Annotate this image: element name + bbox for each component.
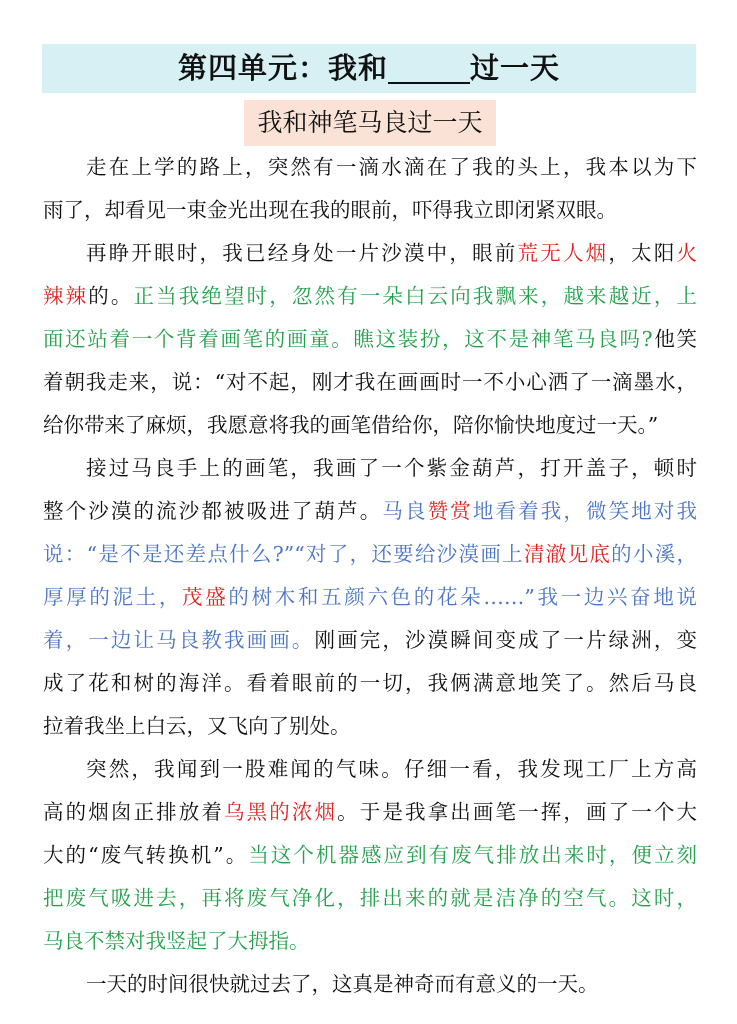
highlighted-text: 厚厚的泥土， xyxy=(43,585,183,609)
highlighted-text: 辣辣 xyxy=(43,284,89,308)
highlighted-text: 赞赏 xyxy=(427,499,473,523)
highlighted-text: 着，一边让马良教我画画。 xyxy=(43,628,315,652)
highlighted-text: 把废气吸进去，再将废气净化，排出来的就是洁净的空气。这时， xyxy=(43,886,697,910)
text-segment: 刚画完，沙漠瞬间变成了一片绿洲，变 xyxy=(314,628,697,652)
text-segment: 的。 xyxy=(88,284,134,308)
essay-line xyxy=(43,834,697,877)
essay-line xyxy=(43,275,697,318)
text-segment: 他笑 xyxy=(652,327,698,351)
essay-line xyxy=(43,361,697,404)
essay-line xyxy=(43,318,697,361)
essay-line xyxy=(43,920,697,963)
highlighted-text: 马良不禁对我竖起了大拇指。 xyxy=(43,929,310,953)
essay-line xyxy=(43,490,697,533)
highlighted-text: 乌黑的浓烟 xyxy=(224,800,338,824)
essay-line xyxy=(43,877,697,920)
highlighted-text: 正当我绝望时，忽然有一朵白云向我飘来，越来越近，上 xyxy=(133,284,697,308)
text-segment: 拉着我坐上白云，又飞向了别处。 xyxy=(43,714,351,738)
essay-line xyxy=(43,232,697,275)
highlighted-text: 火 xyxy=(676,241,698,265)
highlighted-text: 当这个机器感应到有废气排放出来时，便立刻 xyxy=(248,843,698,867)
essay-line xyxy=(43,146,697,189)
text-segment: 走在上学的路上，突然有一滴水滴在了我的头上，我本以为下 xyxy=(86,155,697,179)
highlighted-text: 说：“是不是还差点什么?”“对了，还要给沙漠画上 xyxy=(43,542,524,566)
essay-line xyxy=(43,705,697,748)
text-segment: 给你带来了麻烦，我愿意将我的画笔借给你，陪你愉快地度过一天。” xyxy=(43,413,659,437)
essay-line xyxy=(43,447,697,490)
text-segment: 着朝我走来，说：“对不起，刚才我在画画时一不小心洒了一滴墨水， xyxy=(43,370,697,394)
unit-title-suffix: 过一天 xyxy=(470,51,561,85)
essay-line xyxy=(43,619,697,662)
unit-title-banner xyxy=(42,44,696,93)
text-segment: ，太阳 xyxy=(608,241,677,265)
essay-title: 我和神笔马良过一天 xyxy=(244,100,496,146)
highlighted-text: 荒无人烟 xyxy=(517,241,609,265)
highlighted-text: 面还站着一个背着画笔的画童。瞧这装扮，这不是神笔马良吗? xyxy=(43,327,653,351)
text-segment: 成了花和树的海洋。看着眼前的一切，我俩满意地笑了。然后马良 xyxy=(43,671,697,695)
text-segment: 突然，我闻到一股难闻的气味。仔细一看，我发现工厂上方高 xyxy=(86,757,697,781)
text-segment: 再睁开眼时，我已经身处一片沙漠中，眼前 xyxy=(86,241,518,265)
essay-line xyxy=(43,189,697,232)
text-segment: 接过马良手上的画笔，我画了一个紫金葫芦，打开盖子，顿时 xyxy=(86,456,697,480)
text-segment: 一天的时间很快就过去了，这真是神奇而有意义的一天。 xyxy=(86,972,599,996)
unit-title-prefix: 第四单元：我和 xyxy=(177,51,388,85)
text-segment: 大的“废气转换机”。 xyxy=(43,843,249,867)
essay-line xyxy=(43,748,697,791)
essay-line xyxy=(43,533,697,576)
essay-line xyxy=(43,662,697,705)
essay-line xyxy=(43,791,697,834)
highlighted-text: 清澈见底 xyxy=(523,542,612,566)
text-segment: 。于是我拿出画笔一挥，画了一个大 xyxy=(337,800,697,824)
highlighted-text: 茂盛 xyxy=(182,585,229,609)
fill-in-blank xyxy=(388,46,470,84)
highlighted-text: 的小溪， xyxy=(611,542,698,566)
highlighted-text: 的树木和五颜六色的花朵……”我一边兴奋地说 xyxy=(228,585,698,609)
text-segment: 雨了，却看见一束金光出现在我的眼前，吓得我立即闭紧双眼。 xyxy=(43,198,617,222)
text-segment: 高的烟囱正排放着 xyxy=(43,800,224,824)
essay-line xyxy=(43,576,697,619)
highlighted-text: 地看着我，微笑地对我 xyxy=(472,499,697,523)
essay-body xyxy=(43,146,697,1006)
highlighted-text: 马良 xyxy=(382,499,428,523)
essay-line xyxy=(43,963,697,1006)
text-segment: 整个沙漠的流沙都被吸进了葫芦。 xyxy=(43,499,383,523)
essay-line xyxy=(43,404,697,447)
